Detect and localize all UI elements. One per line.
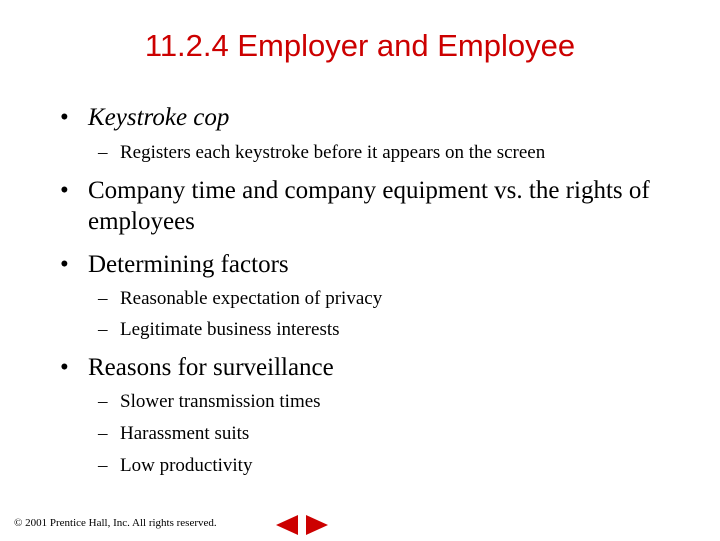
sub-bullet-item xyxy=(98,141,545,165)
sub-bullet-text: Reasonable expectation of privacy xyxy=(120,288,383,309)
sub-bullet-dash: – xyxy=(98,423,108,444)
sub-bullet-text: Low productivity xyxy=(120,455,253,476)
slide-title: 11.2.4 Employer and Employee xyxy=(144,28,576,63)
bullet-dot: • xyxy=(60,251,69,278)
bullet-text: Reasons for surveillance xyxy=(88,354,334,381)
bullet-item xyxy=(60,352,668,383)
bullet-text: Company time and company equipment vs. the rights of employees xyxy=(88,177,650,235)
bullet-dot: • xyxy=(60,104,69,131)
sub-bullet-item xyxy=(98,454,252,478)
previous-slide-button[interactable] xyxy=(274,514,300,536)
sub-bullet-text: Harassment suits xyxy=(120,423,250,444)
sub-bullet-item xyxy=(98,287,382,311)
sub-bullet-text: Registers each keystroke before it appears on the screen xyxy=(120,142,546,163)
bullet-text: Determining factors xyxy=(88,251,289,278)
sub-bullet-text: Slower transmission times xyxy=(120,391,321,412)
right-arrow-icon xyxy=(304,514,330,536)
bullet-item xyxy=(60,175,668,237)
sub-bullet-dash: – xyxy=(98,455,108,476)
sub-bullet-item xyxy=(98,422,249,446)
sub-bullet-dash: – xyxy=(98,391,108,412)
copyright-footer: © 2001 Prentice Hall, Inc. All rights reserved. xyxy=(14,517,217,529)
sub-bullet-dash: – xyxy=(98,142,108,163)
bullet-item xyxy=(60,102,668,133)
bullet-dot: • xyxy=(60,177,69,204)
bullet-text: Keystroke cop xyxy=(88,104,230,131)
bullet-item xyxy=(60,249,668,280)
sub-bullet-dash: – xyxy=(98,319,108,340)
left-arrow-icon xyxy=(274,514,300,536)
sub-bullet-dash: – xyxy=(98,288,108,309)
sub-bullet-item xyxy=(98,318,340,342)
next-slide-button[interactable] xyxy=(304,514,330,536)
sub-bullet-text: Legitimate business interests xyxy=(120,319,340,340)
bullet-dot: • xyxy=(60,354,69,381)
sub-bullet-item xyxy=(98,390,321,414)
